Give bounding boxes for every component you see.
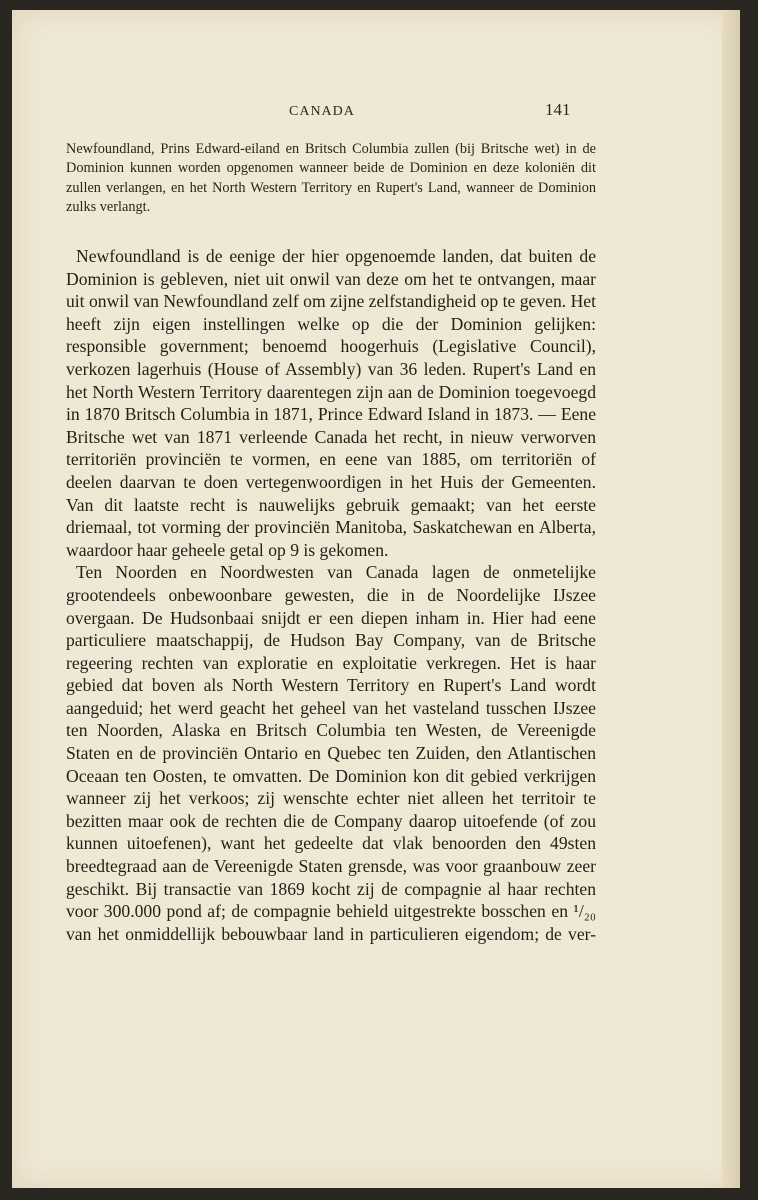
body-text <box>66 245 596 945</box>
running-head: CANADA <box>289 104 355 119</box>
book-page <box>12 10 740 1188</box>
paragraph: Ten Noorden en Noordwesten van Canada lagen de onmetelijke grootendeels onbewoonbare gewesten, die in de Noordelijke IJszee overgaan. De Hudsonbaai snijdt er een diepen inham in. Hier had eene particuliere maatschappij, de Hudson Bay Company, van de Britsche regeering rechten van exploratie en exploitatie verkregen. Het is haar gebied dat boven als North Western Territory en Rupert's Land wordt aangeduid; het werd geacht het geheel van het vasteland tusschen IJszee ten Noorden, Alaska en Britsch Columbia ten Westen, de Vereenigde Staten en de provinciën Ontario en Quebec ten Zuiden, den Atlantischen Oceaan ten Oosten, te omvatten. De Dominion kon dit gebied verkrijgen wanneer zij het verkoos; zij wenschte echter niet alleen het territoir te bezitten maar ook de rechten die de Company daarop uitoefende (of zou kunnen uitoefenen), want het gedeelte dat vlak benoorden den 49sten breedtegraad aan de Vereenigde Staten grensde, was voor graanbouw zeer geschikt. Bij transactie van 1869 kocht zij de compagnie al haar rechten voor 300.000 pond af; de compagnie behield uitgestrekte bosschen en ¹/₂₀ van het onmiddellijk bebouwbaar land in particulieren eigendom; de ver- <box>66 562 596 944</box>
footnote: Newfoundland, Prins Edward-eiland en Britsch Columbia zullen (bij Britsche wet) in de Dominion kunnen worden opgenomen wanneer beide de Dominion en deze koloniën dit zullen verlangen, en het North Western Territory en Rupert's Land, wanneer de Dominion zulks verlangt. <box>66 141 596 216</box>
page-edge <box>722 10 740 1188</box>
page-number: 141 <box>545 100 571 119</box>
paragraph: Newfoundland is de eenige der hier opgenoemde landen, dat buiten de Dominion is gebleven, niet uit onwil van deze om het te ontvangen, maar uit onwil van Newfoundland zelf om zijne zelfstandigheid op te geven. Het heeft zijn eigen instellingen welke op die der Dominion gelijken: responsible government; benoemd hoogerhuis (Legislative Council), verkozen lagerhuis (House of Assembly) van 36 leden. Rupert's Land en het North Western Territory daarentegen zijn aan de Dominion toegevoegd in 1870 Britsch Columbia in 1871, Prince Edward Island in 1873. — Eene Britsche wet van 1871 verleende Canada het recht, in nieuw verworven territoriën provinciën te vormen, en eene van 1885, om territoriën of deelen daarvan te doen vertegenwoordigen in het Huis der Gemeenten. Van dit laatste recht is nauwelijks gebruik gemaakt; van het eerste driemaal, tot vorming der provinciën Manitoba, Saskatchewan en Alberta, waardoor haar geheele getal op 9 is gekomen. <box>66 246 596 560</box>
